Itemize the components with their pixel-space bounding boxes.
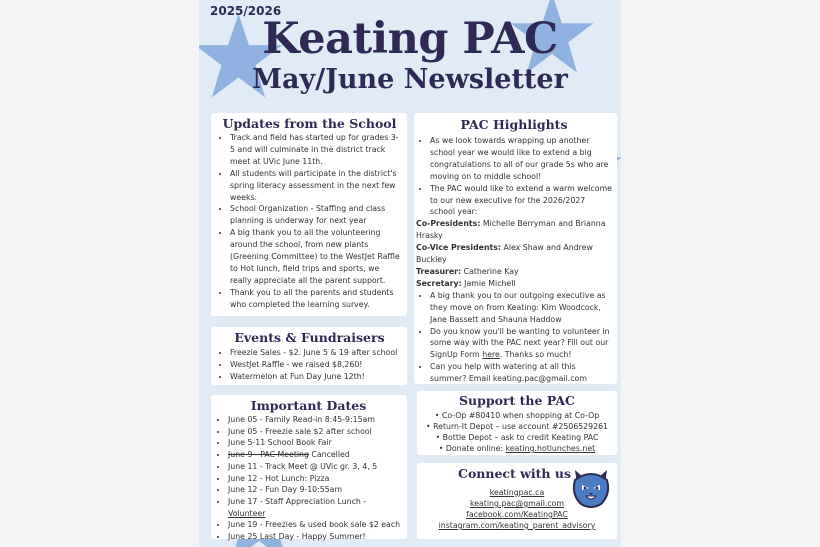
dates-heading: Important Dates: [250, 398, 367, 413]
events-card: [211, 327, 407, 385]
support-line-donate: • Donate online: keating.hotlunches.net: [438, 444, 596, 453]
list-item: • Track and field has started up for grades 3-5 and will culminate in the district track meet at UVic June 11th.: [230, 132, 403, 168]
list-item: • School Organization - Staffing and class planning is underway for next year: [230, 203, 403, 227]
events-heading: Events & Fundraisers: [234, 330, 385, 345]
list-item: • Freezie Sales - $2. June 5 & 19 after school: [230, 347, 403, 359]
cancelled-label: Cancelled: [308, 450, 350, 460]
support-card: [417, 391, 617, 455]
exec-co-presidents: Co-Presidents: Michelle Berryman and Brianna Hrasky: [416, 219, 606, 241]
support-line: • Bottle Depot – ask to credit Keating PAC: [435, 433, 599, 442]
list-item: • As we look towards wrapping up another school year we would like to extend a big congratulations to all of our grade 5s who are moving on to middle school!: [430, 135, 612, 183]
updates-card: [211, 113, 407, 316]
list-item-cancelled: [228, 449, 403, 461]
support-line: • Co-Op #80410 when shopping at Co-Op: [434, 411, 600, 420]
list-item: • WestJet Raffle - we raised $8,260!: [230, 359, 403, 371]
dates-list: [214, 414, 403, 543]
exec-co-vice-presidents: Co-Vice Presidents: Alex Shaw and Andrew Buckley: [416, 243, 593, 265]
newsletter-page: [199, 0, 621, 547]
staff-lunch-text: June 17 - Staff Appreciation Lunch -: [228, 496, 367, 506]
signup-form-link[interactable]: here: [482, 350, 500, 360]
support-heading: Support the PAC: [459, 393, 575, 408]
list-item: • June 5-11 School Book Fair: [228, 437, 403, 449]
list-item: • June 05 - Family Read-in 8:45-9:15am: [228, 414, 403, 426]
updates-heading: Updates from the School: [222, 116, 397, 131]
list-item: • A big thank you to all the volunteering around the school, from new plants (Greening Committee) to the WestJet Raffle to Hot lunch, field trips and sports, we really appreciate all the parent support.: [230, 227, 403, 287]
updates-list: [216, 132, 403, 311]
exec-treasurer: Treasurer: Catherine Kay: [416, 266, 519, 276]
cancelled-event: June 9 - PAC Meeting: [228, 450, 309, 460]
list-item-staff-lunch: [228, 496, 403, 519]
cougar-mascot-icon: [569, 466, 613, 510]
list-item: • Thank you to all the parents and students who completed the learning survey.: [230, 287, 403, 311]
support-line: • Return-It Depot – use account #2506529261: [426, 422, 608, 431]
connect-heading: Connect with us: [458, 466, 572, 481]
events-list: [216, 347, 403, 383]
list-item: • June 25 Last Day - Happy Summer!: [228, 531, 403, 543]
list-item: • Can you help with watering at all this summer? Email keating.pac@gmail.com: [430, 361, 612, 385]
highlights-body: [416, 135, 612, 385]
list-item: • All students will participate in the district's spring literacy assessment in the next few weeks.: [230, 168, 403, 204]
list-item: • A big thank you to our outgoing executive as they move on from Keating: Kim Woodcock, Jane Bassett and Shauna Haddow: [430, 290, 612, 326]
connect-card: [417, 463, 617, 539]
donate-link[interactable]: keating.hotlunches.net: [505, 444, 596, 453]
list-item: • June 12 - Hot Lunch: Pizza: [228, 473, 403, 485]
list-item: • Watermelon at Fun Day June 12th!: [230, 371, 403, 383]
instagram-link[interactable]: instagram.com/keating_parent_advisory: [438, 521, 596, 530]
volunteer-link[interactable]: Volunteer: [228, 508, 266, 518]
website-link[interactable]: keatingpac.ca: [489, 488, 545, 497]
list-item: • June 11 - Track Meet @ UVic gr. 3, 4, 5: [228, 461, 403, 473]
highlights-heading: PAC Highlights: [460, 117, 568, 132]
list-item: • June 19 - Freezies & used book sale $2 each: [228, 519, 403, 531]
list-item: • June 12 - Fun Day 9-10:55am: [228, 484, 403, 496]
list-item: • The PAC would like to extend a warm welcome to our new executive for the 2026/2027 school year:: [430, 183, 612, 219]
list-item: • June 05 - Freezie sale $2 after school: [228, 426, 403, 438]
school-year: 2025/2026: [210, 4, 282, 18]
newsletter-subtitle: May/June Newsletter: [252, 64, 568, 95]
support-list: [419, 410, 615, 454]
newsletter-title: Keating PAC: [262, 14, 558, 64]
facebook-link[interactable]: facebook.com/KeatingPAC: [466, 510, 568, 519]
email-link[interactable]: keating.pac@gmail.com: [469, 499, 564, 508]
list-item-volunteer: • Do you know you'll be wanting to volunteer in some way with the PAC next year? Fill out our SignUp Form here. Thanks so much!: [430, 326, 612, 362]
exec-secretary: Secretary: Jamie Michell: [416, 278, 516, 288]
dates-card: [211, 395, 407, 542]
highlights-card: [414, 113, 617, 384]
